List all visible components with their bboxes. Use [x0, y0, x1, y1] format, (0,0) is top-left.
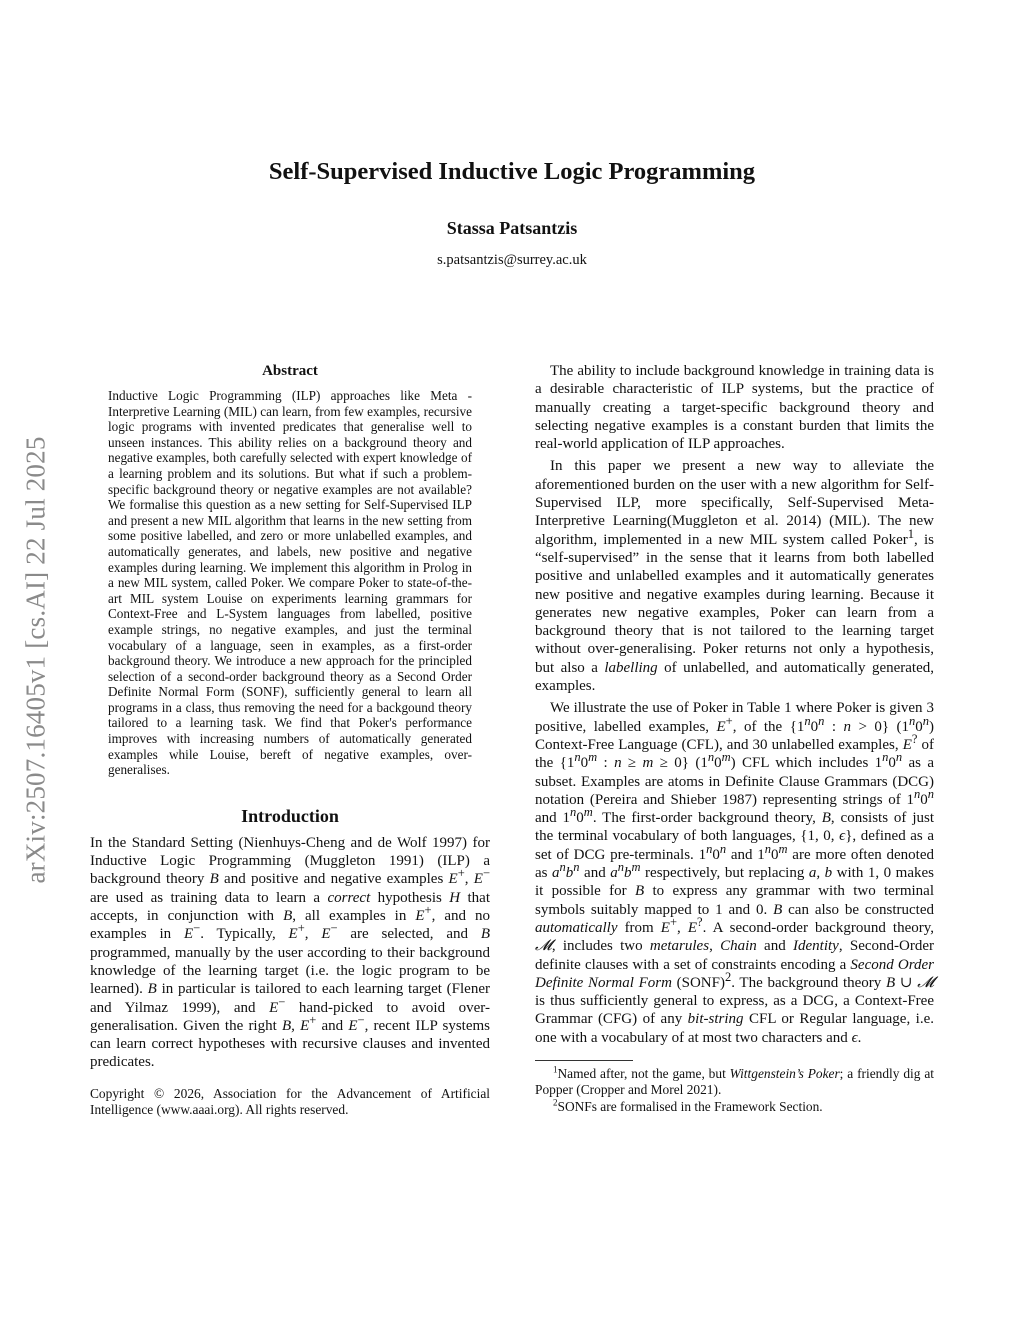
author-email: s.patsantzis@surrey.ac.uk — [437, 252, 587, 268]
introduction-heading: Introduction — [241, 805, 339, 826]
abstract-heading: Abstract — [262, 363, 318, 379]
footnote-1: $^1$Named after, not the game, but Wittgenstein’s Poker; a friendly dig at Popper (Cropper and Morel 2021). — [535, 1064, 934, 1098]
abstract-text: Inductive Logic Programming (ILP) approaches like Meta - Interpretive Learning (MIL) can learn, from few examples, recursive logic programs with invented predicates that generalise well to unseen instances. This ability relies on a background theory and negative examples, both carefully selected with expert knowledge of a learning problem and its solutions. But what if such a problem-specific background theory or negative examples are not available? We formalise this question as a new setting for Self-Supervised ILP and present a new MIL algorithm that learns in the new setting from some positive labelled, and zero or more unlabelled examples, and automatically generates, and labels, new positive and negative examples during learning. We implement this algorithm in Prolog in a new MIL system, called Poker. We compare Poker to state-of-the-art MIL system Louise on experiments learning grammars for Context-Free and L-System languages from labelled, positive example strings, no negative examples, and just the terminal vocabulary of a language, seen in examples, as a first-order background theory. We introduce a new approach for the principled selection of a second-order background theory as a Second Order Definite Normal Form (SONF), sufficiently general to learn all programs in a class, thus removing the need for a backgound theory tailored to a learning task. We find that Poker's performance improves with increasing numbers of automatically generated examples while Louise, bereft of negative examples, over-generalises. — [108, 388, 472, 778]
footnote-ref-2[interactable]: 2 — [724, 969, 732, 984]
footnote-ref-1[interactable]: 1 — [907, 526, 915, 541]
intro-paragraph-1: In the Standard Setting (Nienhuys-Cheng and de Wolf 1997) for Inductive Logic Programming (Muggleton 1991) (ILP) a background theory B and positive and negative examples E+, E− are used as training data to learn a correct hypothesis H that accepts, in conjunction with B, all examples in E+, and no examples in E−. Typically, E+, E− are selected, and B programmed, manually by the user according to their background knowledge of the learning target (i.e. the logic program to be learned). B in particular is tailored to each learning target (Flener and Yilmaz 1999), and E− hand-picked to avoid over-generalisation. Given the right B, E+ and E−, recent ILP systems can learn correct hypotheses with recursive clauses and invented predicates. — [90, 834, 490, 1071]
arxiv-identifier: arXiv:2507.16405v1 [cs.AI] 22 Jul 2025 — [20, 436, 51, 884]
intro-paragraph-4: We illustrate the use of Poker in Table 1 where Poker is given 3 positive, labelled examples, E+, of the {1$^n$0$^n$ : n > 0} (1$^n$0$^n$) Context-Free Language (CFL), and 30 unlabelled examples, E? of the {1$^n$0$^m$ : n ≥ m ≥ 0} (1$^n$0$^m$) CFL which includes 1$^n$0$^n$ as a subset. Examples are atoms in Definite Clause Grammars (DCG) notation (Pereira and Shieber 1987) representing strings of 1$^n$0$^n$ and 1$^n$0$^m$. The first-order background theory, B, consists of just the terminal vocabulary of both languages, {1, 0, ϵ}, defined as a set of DCG pre-terminals. 1$^n$0$^n$ and 1$^n$0$^m$ are more often denoted as $a^nb^n$ and $a^nb^m$ respectively, but replacing a, b with 1, 0 makes it possible for B to express any grammar with two terminal symbols suitably mapped to 1 and 0. B can also be constructed automatically from E+, E?. A second-order background theory, 𝓜, includes two metarules, Chain and Identity, Second-Order definite clauses with a set of constraints encoding a Second Order Definite Normal Form (SONF)$^2$. The background theory B ∪ 𝓜 is thus sufficiently general to express, as a DCG, a Context-Free Grammar (CFG) of any bit-string CFL or Regular language, i.e. one with a vocabulary of at most two characters and ϵ. — [535, 700, 935, 1046]
intro-paragraph-3: In this paper we present a new way to alleviate the aforementioned burden on the user with a new algorithm for Self-Supervised ILP, more specifically, Self-Supervised Meta-Interpretive Learning(Muggleton et al. 2014) (MIL). The new algorithm, implemented in a new MIL system called Poker$^1$, is “self-supervised” in the sense that it learns from both labelled positive and unlabelled examples and it automatically generates new positive and negative examples during learning. Because it generates new negative examples, Poker can learn from a background theory that is not tailored to the learning target without over-generalising. Poker returns not only a hypothesis, but also a labelling of unlabelled, and automatically generated, examples. — [535, 458, 934, 695]
footnote-divider — [535, 1060, 633, 1061]
arxiv-sidebar — [8, 370, 64, 950]
left-column — [90, 362, 490, 1132]
intro-paragraph-2: The ability to include background knowledge in training data is a desirable characteristic of ILP systems, but the practice of manually creating a target-specific background theory and selecting negative examples is a constant burden that limits the real-world application of ILP approaches. — [535, 363, 934, 453]
author-name: Stassa Patsantzis — [446, 218, 578, 238]
paper-title: Self-Supervised Inductive Logic Programming — [268, 158, 756, 185]
copyright-notice: Copyright © 2026, Association for the Advancement of Artificial Intelligence (www.aaai.org). All rights reserved. — [90, 1085, 490, 1118]
right-column — [535, 362, 934, 1115]
footnote-2: $^2$SONFs are formalised in the Framework Section. — [553, 1097, 823, 1114]
